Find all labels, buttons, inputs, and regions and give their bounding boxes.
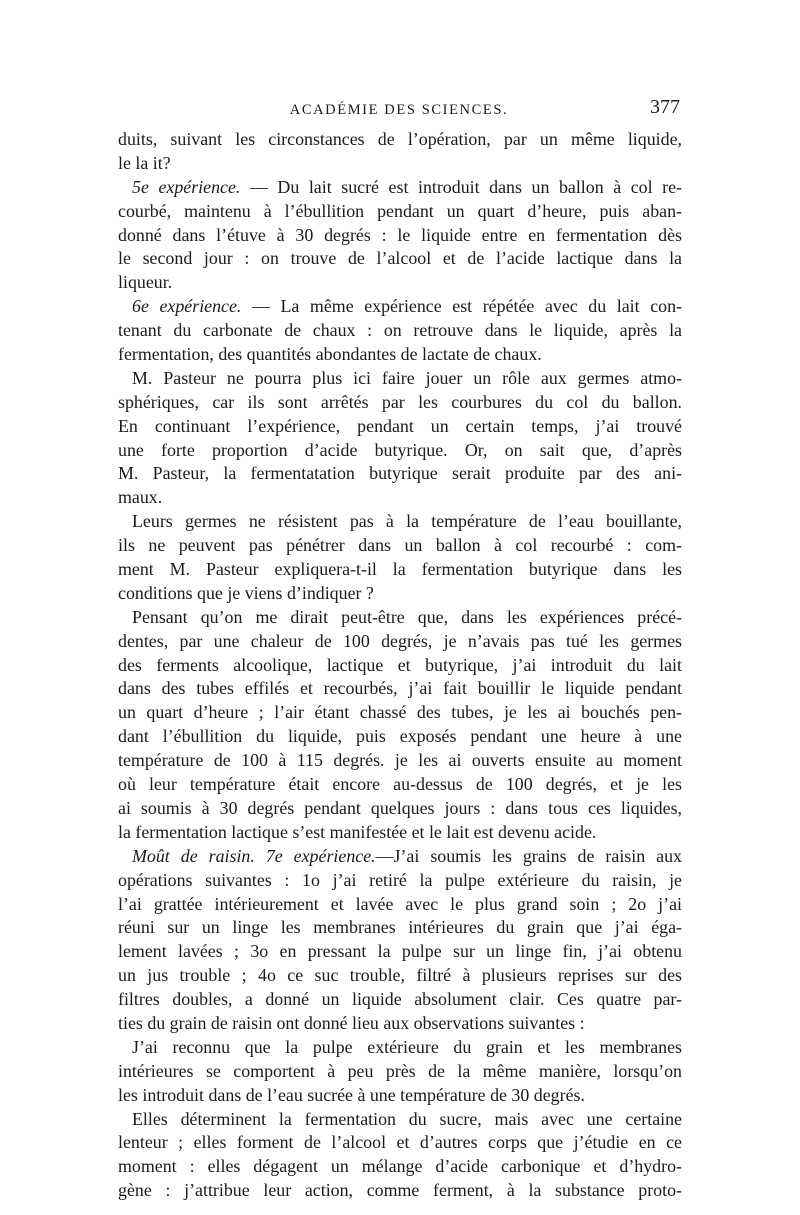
text-line: [118, 630, 682, 654]
line-text: des ferments alcoolique, lactique et butyrique, j’ai introduit du lait: [118, 654, 682, 675]
line-text: liqueur.: [118, 272, 173, 293]
line-text: Pensant qu’on me dirait peut-être que, dans les expériences précé-: [132, 606, 682, 627]
line-text: sphériques, car ils sont arrêtés par les courbures du col du ballon.: [118, 391, 682, 412]
text-line: [118, 749, 682, 773]
text-line: [118, 582, 682, 606]
text-line: [118, 1012, 682, 1036]
line-text: M. Pasteur ne pourra plus ici faire jouer un rôle aux germes atmo-: [132, 367, 682, 388]
text-line: [118, 176, 682, 200]
text-line: [118, 152, 682, 176]
text-line: [118, 415, 682, 439]
line-text: où leur température était encore au-dessus de 100 degrés, et je les: [118, 774, 682, 795]
text-line: [118, 869, 682, 893]
line-text: tenant du carbonate de chaux : on retrouve dans le liquide, après la: [118, 320, 682, 341]
text-line: [118, 1179, 682, 1203]
text-line: [118, 988, 682, 1012]
line-text: J’ai reconnu que la pulpe extérieure du grain et les membranes: [132, 1036, 682, 1057]
line-text: —J’ai soumis les grains de raisin aux: [375, 845, 682, 866]
line-text: le la it?: [118, 152, 171, 173]
text-line: [118, 916, 682, 940]
line-text: ils ne peuvent pas pénétrer dans un ballon à col recourbé : com-: [118, 535, 682, 556]
line-text: maux.: [118, 487, 163, 508]
text-line: [118, 606, 682, 630]
text-line: [118, 367, 682, 391]
text-line: [118, 893, 682, 917]
line-text: Leurs germes ne résistent pas à la température de l’eau bouillante,: [132, 511, 682, 532]
text-line: [118, 295, 682, 319]
text-line: [118, 224, 682, 248]
text-line: [118, 1060, 682, 1084]
text-line: [118, 200, 682, 224]
text-line: [118, 247, 682, 271]
line-text: donné dans l’étuve à 30 degrés : le liquide entre en fermentation dès: [118, 224, 682, 245]
experiment-label: 5e expérience.: [132, 176, 241, 197]
line-text: moment : elles dégagent un mélange d’acide carbonique et d’hydro-: [118, 1156, 682, 1177]
text-line: [118, 1108, 682, 1132]
line-text: dentes, par une chaleur de 100 degrés, je n’avais pas tué les germes: [118, 630, 682, 651]
line-text: intérieures se comportent à peu près de la même manière, lorsqu’on: [118, 1060, 682, 1081]
text-line: [118, 773, 682, 797]
line-text: ment M. Pasteur expliquera-t-il la fermentation butyrique dans les: [118, 559, 682, 580]
text-line: [118, 654, 682, 678]
line-text: En continuant l’expérience, pendant un certain temps, j’ai trouvé: [118, 415, 682, 436]
line-text: opérations suivantes : 1o j’ai retiré la pulpe extérieure du raisin, je: [118, 869, 682, 890]
line-text: duits, suivant les circonstances de l’opération, par un même liquide,: [118, 129, 682, 149]
line-text: ai soumis à 30 degrés pendant quelques jours : dans tous ces liquides,: [118, 797, 682, 818]
experiment-label: 6e expérience.: [132, 296, 242, 317]
text-line: [118, 486, 682, 510]
text-line: [118, 964, 682, 988]
text-line: [118, 510, 682, 534]
line-text: les introduit dans de l’eau sucrée à une température de 30 degrés.: [118, 1084, 585, 1105]
text-line: [118, 677, 682, 701]
text-line: [118, 797, 682, 821]
line-text: l’ai grattée intérieurement et lavée avec le plus grand soin ; 2o j’ai: [118, 893, 682, 914]
text-line: [118, 1084, 682, 1108]
line-text: réuni sur un linge les membranes intérieures du grain que j’ai éga-: [118, 917, 682, 938]
line-text: lement lavées ; 3o en pressant la pulpe sur un linge fin, j’ai obtenu: [118, 941, 682, 962]
running-title: ACADÉMIE DES SCIENCES.: [289, 102, 509, 118]
line-text: fermentation, des quantités abondantes de lactate de chaux.: [118, 344, 542, 365]
line-text: une forte proportion d’acide butyrique. Or, on sait que, d’après: [118, 439, 682, 460]
line-text: la fermentation lactique s’est manifestée et le lait est devenu acide.: [118, 821, 597, 842]
text-line: [118, 391, 682, 415]
text-line: [118, 128, 682, 152]
line-text: — La même expérience est répétée avec du lait con-: [241, 296, 682, 317]
text-line: [118, 1155, 682, 1179]
running-head: [118, 96, 680, 126]
line-text: conditions que je viens d’indiquer ?: [118, 582, 374, 603]
line-text: Elles déterminent la fermentation du sucre, mais avec une certaine: [132, 1108, 682, 1129]
text-line: [118, 534, 682, 558]
line-text: ties du grain de raisin ont donné lieu aux observations suivantes :: [118, 1012, 585, 1033]
experiment-label: Moût de raisin. 7e expérience.: [132, 845, 376, 866]
line-text: M. Pasteur, la fermentatation butyrique serait produite par des ani-: [118, 463, 682, 484]
line-text: un quart d’heure ; l’air étant chassé des tubes, je les ai bouchés pen-: [118, 702, 682, 723]
text-line: [118, 845, 682, 869]
page-number: 377: [650, 96, 680, 118]
text-line: [118, 1131, 682, 1155]
text-line: [118, 940, 682, 964]
body-text: [118, 128, 682, 1203]
text-line: [118, 701, 682, 725]
text-line: [118, 462, 682, 486]
line-text: gène : j’attribue leur action, comme ferment, à la substance proto-: [118, 1180, 682, 1201]
line-text: température de 100 à 115 degrés. je les ai ouverts ensuite au moment: [118, 750, 682, 771]
text-line: [118, 271, 682, 295]
text-line: [118, 821, 682, 845]
line-text: le second jour : on trouve de l’alcool et de l’acide lactique dans la: [118, 248, 682, 269]
text-line: [118, 725, 682, 749]
line-text: — Du lait sucré est introduit dans un ballon à col re-: [240, 176, 682, 197]
text-line: [118, 558, 682, 582]
line-text: dans des tubes effilés et recourbés, j’ai fait bouillir le liquide pendant: [118, 678, 682, 699]
text-line: [118, 1036, 682, 1060]
line-text: filtres doubles, a donné un liquide absolument clair. Ces quatre par-: [118, 989, 682, 1010]
text-line: [118, 439, 682, 463]
text-line: [118, 343, 682, 367]
line-text: un jus trouble ; 4o ce suc trouble, filtré à plusieurs reprises sur des: [118, 965, 682, 986]
line-text: courbé, maintenu à l’ébullition pendant un quart d’heure, puis aban-: [118, 200, 682, 221]
line-text: dant l’ébullition du liquide, puis exposés pendant une heure à une: [118, 726, 682, 747]
text-line: [118, 319, 682, 343]
line-text: lenteur ; elles forment de l’alcool et d’autres corps que j’étudie en ce: [118, 1132, 682, 1153]
